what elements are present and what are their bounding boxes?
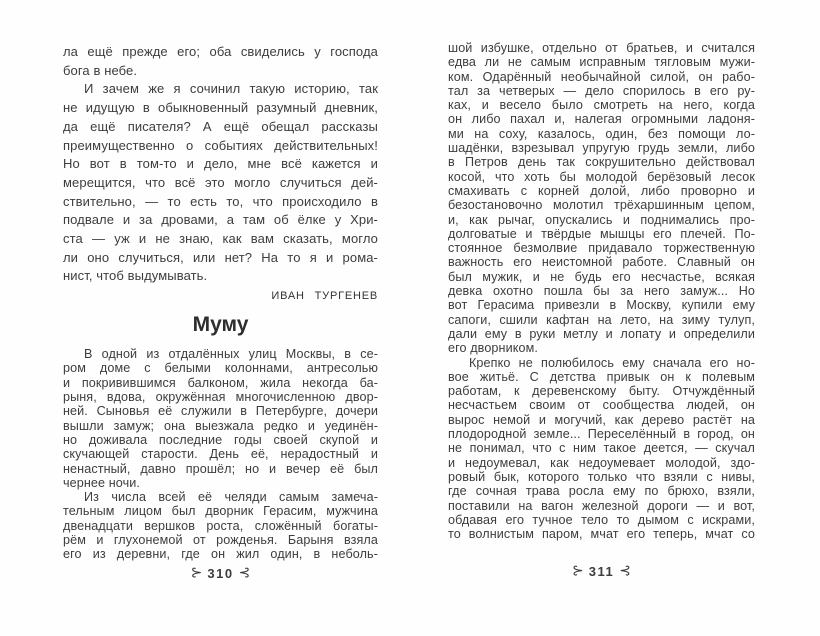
text-line: ствительно, — то есть то, что происходило в [63, 193, 378, 209]
text-line: и недоумевал, как недоумевает молодой, здо- [448, 455, 755, 470]
story-title: Муму [192, 313, 249, 337]
text-line: работам, к деревенскому быту. Отчуждённый [448, 384, 755, 399]
text-line: рём и глухонемой от рожденья. Барыня взяла [63, 533, 378, 547]
text-line: вышли замуж; она выезжала редко и уединён- [63, 418, 378, 433]
text-line: сапоги, сшили кафтан на лето, на зиму тулуп, [448, 312, 755, 327]
text-line: несчастьем своим от сообщества людей, он [448, 398, 755, 413]
text-line: и, как рычаг, опускались и поднимались про- [448, 212, 755, 227]
footer-ornament-left-icon: ⊱ [190, 564, 203, 580]
text-line: ней. Сыновья её служили в Петербурге, дочери [63, 404, 378, 419]
text-line: Но вот в том-то и дело, мне всё кажется и [63, 156, 378, 172]
page-number: 311 [588, 564, 615, 579]
text-line: ста — уж и не знаю, как вам сказать, могло [63, 231, 378, 247]
page-number: 310 [207, 566, 234, 581]
text-line: не понимал, что с ним такое деется, — скучал [448, 441, 755, 456]
text-line: ли оно случиться, или нет? На то я и рома- [63, 249, 378, 265]
text-line: безостановочно молотил трёхаршинным цепом, [448, 198, 755, 213]
text-line: долговатые и твёрдые мышцы его плечей. По- [448, 226, 755, 241]
footer-ornament-right-icon: ⊰ [238, 564, 251, 580]
page-right-footer [448, 563, 755, 580]
text-line: бога в небе. [63, 62, 138, 78]
paragraph [63, 490, 378, 561]
text-line: едва ли не самым исправным тягловым мужи- [448, 55, 755, 70]
paragraph [448, 41, 755, 356]
text-line: скучающей старости. День её, нерадостный и [63, 447, 378, 462]
footer-ornament-right-icon: ⊰ [619, 562, 631, 578]
text-line: преимущественно о событиях действительных! [63, 137, 378, 153]
text-line: смахивать с корней долой, либо проворно и [448, 183, 755, 198]
text-line: шадёнки, взрезывал упругую грудь земли, либо [448, 141, 755, 156]
paragraph [448, 356, 755, 542]
text-flow [448, 41, 755, 541]
page-right [448, 41, 755, 541]
footer-ornament-left-icon: ⊱ [572, 562, 584, 578]
author-byline: ИВАН ТУРГЕНЕВ [271, 290, 378, 303]
text-line: не идущую в обыкновенный разумный дневник, [63, 100, 378, 116]
text-line: дали ему в руки метлу и лопату и определили [448, 326, 755, 341]
text-line: обдавая его тучное тело то дымом с искрами, [448, 512, 755, 527]
text-line: вырос немой и могучий, как дерево растёт на [448, 412, 755, 427]
text-line: ках, и весело было смотреть на него, когда [448, 98, 755, 113]
text-line: Крепко не полюбилось ему сначала его но- [469, 355, 755, 370]
paragraph [63, 43, 378, 80]
text-line: где сочная трава росла ему по брюхо, взяли, [448, 484, 755, 499]
text-line: И зачем же я сочинил такую историю, так [84, 81, 378, 97]
text-flow [63, 43, 378, 562]
paragraph [63, 80, 378, 286]
text-line: он либо пахал и, налегая огромными ладоня- [448, 112, 755, 127]
text-line: но доживала последние годы своей скупой и [63, 432, 378, 447]
page-left [63, 43, 378, 562]
text-line: стоянное безмолвие придавало торжественную [448, 241, 755, 256]
text-line: тельным лицом был дворник Герасим, мужчина [63, 504, 378, 519]
text-line: чернее ночи. [63, 475, 141, 490]
text-line: и покривившимся балконом, жила некогда ба- [63, 375, 378, 390]
page-left-footer [63, 565, 378, 582]
text-line: в Петров день так сокрушительно действовал [448, 155, 755, 170]
text-line: его из деревни, где он жил один, в неболь- [63, 547, 378, 562]
text-line: ровый бык, которого только что взяли с нивы, [448, 469, 755, 484]
text-line: тал за четверых — дело спорилось в его ру- [448, 83, 755, 98]
text-line: В одной из отдалённых улиц Москвы, в се- [84, 347, 378, 362]
text-line: шой избушке, отдельно от братьев, и считался [448, 41, 755, 55]
text-line: ми на соху, казалось, один, без помощи ло- [448, 126, 755, 141]
text-line: плодородной земле... Переселённый в город, он [448, 427, 755, 442]
text-line: был мужик, и не будь его несчастье, всякая [448, 269, 755, 284]
text-line: да ещё писателя? А ещё обещал рассказы [63, 118, 378, 134]
text-line: Из числа всей её челяди самым замеча- [84, 490, 378, 505]
text-line: ком. Одарённый необычайной силой, он рабо- [448, 69, 755, 84]
text-line: его дворником. [448, 341, 538, 356]
text-line: подвале и за дровами, а там об ёлке у Хри- [63, 212, 378, 228]
text-line: вое житьё. С детства привык он к полевым [448, 369, 755, 384]
text-line: рыня, вдова, окружённая многочисленною двор- [63, 390, 378, 405]
text-line: ром доме с белыми колоннами, антресолью [63, 361, 378, 376]
paragraph [63, 347, 378, 490]
text-line: поставили на вагон железной дороги — и вот, [448, 498, 755, 513]
text-line: девка охотно пошла бы за него замуж... Но [448, 284, 755, 299]
text-line: ла ещё прежде его; оба свиделись у господа [63, 44, 378, 59]
text-line: косой, что хоть бы молодой берёзовый лесок [448, 169, 755, 184]
text-line: важность его неистомной работе. Славный он [448, 255, 755, 270]
text-line: вот Герасима привезли в Москву, купили ему [448, 298, 755, 313]
text-line: мерещится, что всё это могло случиться дей- [63, 174, 378, 190]
text-line: двенадцати вершков роста, сложённый богаты- [63, 518, 378, 533]
text-line: ненастный, давно прошёл; но и вечер её был [63, 461, 378, 476]
text-line: нист, чтоб выдумывать. [63, 268, 208, 284]
text-line: то волнистым паром, мчат его теперь, мчат со [448, 527, 755, 542]
